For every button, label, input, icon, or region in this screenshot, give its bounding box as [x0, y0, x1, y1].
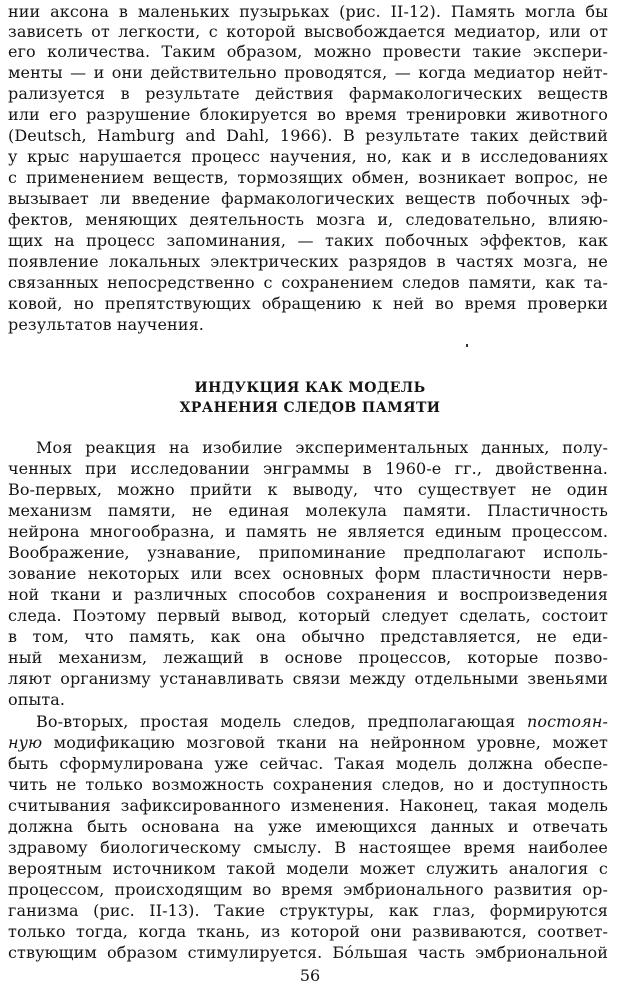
- text-line: только тогда, когда ткань, из которой они развиваются, соответ-: [8, 922, 608, 941]
- text-line: следа. Поэтому первый вывод, который следует сделать, состоит: [8, 606, 608, 625]
- text-line: появление локальных электрических разрядов в частях мозга, не: [8, 252, 608, 271]
- section-heading-line-2: ХРАНЕНИЯ СЛЕДОВ ПАМЯТИ: [179, 400, 441, 416]
- text-line: вызывает ли введение фармакологических веществ побочных эф-: [8, 189, 608, 208]
- text-line: чить не только возможность сохранения следов, но и доступность: [8, 775, 608, 794]
- text-line: рализуется в результате действия фармакологических веществ: [8, 84, 608, 103]
- text-line: (Deutsch, Hamburg and Dahl, 1966). В результате таких действий: [8, 126, 608, 145]
- text-line: щих на процесс запоминания, — таких побочных эффектов, как: [8, 231, 608, 250]
- text-line: зависеть от легкости, с которой высвобождается медиатор, или от: [8, 22, 608, 41]
- text-line: механизм памяти, не единая молекула памяти. Пластичность: [8, 501, 608, 520]
- scan-speck: [466, 344, 468, 347]
- text-line: [36, 712, 608, 732]
- text-line: быть сформулирована уже сейчас. Такая модель должна обеспе-: [8, 754, 608, 773]
- text-line: процессом, происходящим во время эмбрионального развития ор-: [8, 880, 608, 899]
- text-line: должна быть основана на уже имеющихся данных и отвечать: [8, 817, 608, 836]
- text-line: ганизма (рис. II-13). Такие структуры, как глаз, формируются: [8, 901, 608, 920]
- text-line: вероятным источником такой модели может служить аналогия с: [8, 859, 608, 878]
- italic-run: ную: [8, 733, 43, 752]
- text-line: зование некоторых или всех основных форм пластичности нерв-: [8, 564, 608, 583]
- text-line: здравому биологическому смыслу. В настоящее время наиболее: [8, 838, 608, 857]
- text-line: в том, что память, как она обычно представляется, не еди-: [8, 627, 608, 646]
- italic-run: постоян-: [526, 712, 608, 731]
- text-line: ковой, но препятствующих обращению к ней во время проверки: [8, 294, 608, 313]
- text-line: ляют организму устанавливать связи между отдельными звеньями: [8, 669, 608, 688]
- text-line: результатов научения.: [8, 315, 204, 334]
- page-number: 56: [299, 966, 321, 985]
- section-heading-line-1: ИНДУКЦИЯ КАК МОДЕЛЬ: [194, 380, 426, 396]
- text-run: Во-вторых, простая модель следов, предполагающая: [36, 712, 527, 731]
- text-run: модификацию мозговой ткани на нейронном уровне, может: [42, 733, 608, 752]
- text-line: ной ткани и различных способов сохранения и воспроизведения: [8, 585, 608, 604]
- text-line: опыта.: [8, 690, 66, 709]
- text-line: его количества. Таким образом, можно провести такие экспери-: [8, 42, 608, 61]
- text-line: Во-первых, можно прийти к выводу, что существует не один: [8, 480, 608, 499]
- text-line: ченных при исследовании энграммы в 1960-е гг., двойственна.: [8, 459, 608, 478]
- text-line: ствующим образом стимулируется. Бóльшая часть эмбриональной: [8, 943, 608, 962]
- text-line: фектов, меняющих деятельность мозга и, следовательно, влияю-: [8, 210, 608, 229]
- text-line: или его разрушение блокируется во время тренировки животного: [8, 105, 608, 124]
- text-line: с применением веществ, тормозящих обмен, возникает вопрос, не: [8, 168, 608, 187]
- text-line: Воображение, узнавание, припоминание предполагают исполь-: [8, 543, 608, 562]
- text-line: связанных непосредственно с сохранением следов памяти, как та-: [8, 273, 608, 292]
- text-line: нии аксона в маленьких пузырьках (рис. II-12). Память могла бы: [8, 2, 608, 21]
- text-line: менты — и они действительно проводятся, — когда медиатор нейт-: [8, 63, 608, 82]
- text-line: Моя реакция на изобилие экспериментальных данных, полу-: [36, 438, 608, 457]
- text-line: у крыс нарушается процесс научения, но, как и в исследованиях: [8, 147, 608, 166]
- text-line: считывания зафиксированного изменения. Наконец, такая модель: [8, 796, 608, 815]
- text-line: нейрона многообразна, и память не является единым процессом.: [8, 522, 608, 541]
- text-line: ный механизм, лежащий в основе процессов, которые позво-: [8, 648, 608, 667]
- text-line: [8, 733, 608, 753]
